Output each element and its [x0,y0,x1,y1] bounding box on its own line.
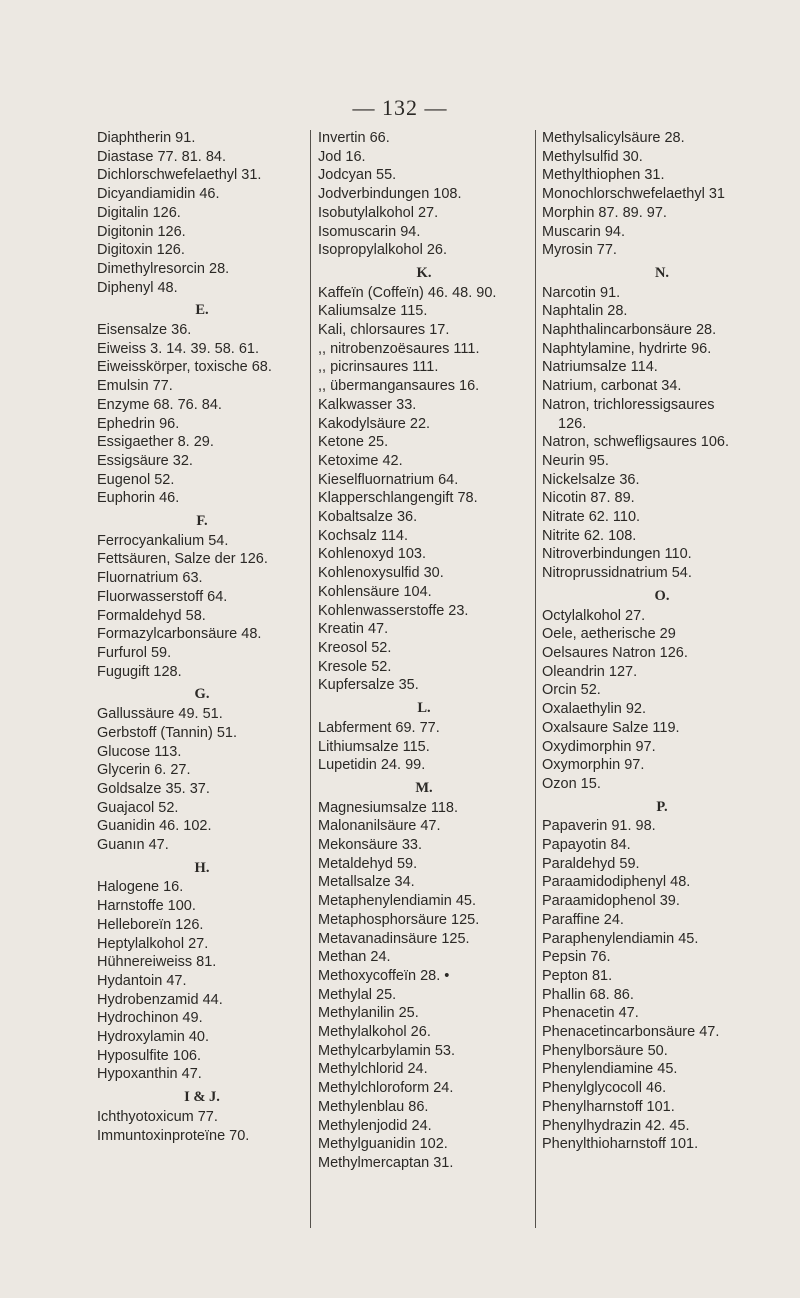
index-entry: Kakodylsäure 22. [318,415,431,432]
index-entry: Methylanilin 25. [318,1005,419,1022]
index-entry: Nitroprussidnatrium 54. [542,565,692,582]
index-entry: Invertin 66. [318,130,390,146]
index-entry: Kalkwasser 33. [318,396,417,413]
index-entry: Natron, schwefligsaures 106. [542,434,729,451]
index-entry: Glycerin 6. 27. [97,762,191,779]
index-entry: Enzyme 68. 76. 84. [97,396,222,413]
section-letter-heading: P. [656,798,668,815]
index-entry: Metaldehyd 59. [318,855,418,872]
index-entry: Harnstoffe 100. [97,898,196,915]
index-entry: Orcin 52. [542,682,601,699]
index-entry: Paraamidodiphenyl 48. [542,874,691,891]
index-entry: Metaphenylendiamin 45. [318,893,476,910]
index-entry: Papaverin 91. 98. [542,818,656,835]
section-letter-heading: H. [194,859,210,876]
index-entry: Oxydimorphin 97. [542,738,656,755]
index-entry: Naphtylamine, hydrirte 96. [542,340,712,357]
index-entry: Monochlorschwefelaethyl 31 [542,186,725,203]
index-entry: ,, nitrobenzoësaures 111. [318,340,480,357]
index-entry: Halogene 16. [97,879,184,896]
index-entry: Natrium, carbonat 34. [542,378,682,395]
index-entry: Kreosol 52. [318,639,392,656]
index-entry: Myrosin 77. [542,242,617,259]
index-entry: Lithiumsalze 115. [318,738,430,755]
index-entry: Methylchlorid 24. [318,1061,428,1078]
index-column-1 [97,129,307,1145]
index-entry: Papayotin 84. [542,837,631,854]
index-entry: Naphtalin 28. [542,303,628,320]
index-entry: Gallussäure 49. 51. [97,706,223,723]
index-entry: Fugugift 128. [97,663,182,680]
index-entry: Magnesiumsalze 118. [318,799,458,816]
index-entry: Immuntoxinproteïne 70. [97,1127,250,1144]
index-entry: Nitrite 62. 108. [542,527,637,544]
index-entry: Methylal 25. [318,986,397,1003]
index-entry: Formazylcarbonsäure 48. [97,626,262,643]
index-entry: Narcotin 91. [542,284,621,301]
index-entry: Digitalin 126. [97,204,181,221]
index-entry: Digitonin 126. [97,223,186,240]
index-entry: Furfurol 59. [97,644,172,661]
column-divider-2 [535,130,536,1228]
section-letter-heading: G. [194,686,210,703]
index-entry: Lupetidin 24. 99. [318,757,426,774]
index-entry: Hypoxanthin 47. [97,1066,202,1083]
index-entry: Oleandrin 127. [542,663,638,680]
index-entry: Kohlenoxysulfid 30. [318,565,444,582]
index-entry: Kreatin 47. [318,621,389,638]
section-letter-heading: E. [195,302,209,319]
index-entry: Natron, trichloressigsaures [542,396,715,413]
column-divider-1 [310,130,311,1228]
index-entry: Digitoxin 126. [97,242,185,259]
index-entry: Phenacetincarbonsäure 47. [542,1024,720,1041]
index-entry: Glucose 113. [97,743,182,760]
index-entry: Mekonsäure 33. [318,837,422,854]
index-entry: Eisensalze 36. [97,322,192,339]
index-entry: Nitrate 62. 110. [542,509,641,526]
index-entry: Ozon 15. [542,775,601,792]
index-entry: Methylalkohol 26. [318,1024,431,1041]
index-entry: Jodcyan 55. [318,167,397,184]
index-entry: Hydrobenzamid 44. [97,991,223,1008]
index-entry: Kohlenwasserstoffe 23. [318,602,469,619]
index-entry: Diaphtherin 91. [97,130,196,146]
index-entry: Ephedrin 96. [97,415,180,432]
index-entry: Kresole 52. [318,658,392,675]
section-letter-heading: F. [196,513,208,530]
index-entry: Paraffine 24. [542,911,624,928]
index-entry: Kaliumsalze 115. [318,303,428,320]
index-entry: ,, picrinsaures 111. [318,359,439,376]
index-entry: Euphorin 46. [97,490,180,507]
index-entry: Phenylglycocoll 46. [542,1080,667,1097]
index-entry: Heptylalkohol 27. [97,935,209,952]
index-entry: Kohlenoxyd 103. [318,546,427,563]
index-entry: Methylcarbylamin 53. [318,1042,455,1059]
index-entry: Dichlorschwefelaethyl 31. [97,167,262,184]
index-entry: Paraamidophenol 39. [542,893,680,910]
index-entry: Jod 16. [318,148,366,165]
index-entry: Goldsalze 35. 37. [97,780,210,797]
index-entry: Naphthalincarbonsäure 28. [542,322,717,339]
index-entry: Pepton 81. [542,967,613,984]
index-entry: Hydantoin 47. [97,972,187,989]
index-entry: Phenylborsäure 50. [542,1042,668,1059]
index-entry: Paraldehyd 59. [542,855,640,872]
index-entry: Kobaltsalze 36. [318,509,418,526]
index-entry: Oxymorphin 97. [542,757,645,774]
index-entry: Hyposulfite 106. [97,1047,201,1064]
index-entry: Isobutylalkohol 27. [318,204,439,221]
index-entry: Metaphosphorsäure 125. [318,911,480,928]
index-column-2 [318,129,530,1173]
index-entry: Natriumsalze 114. [542,359,658,376]
index-entry: Jodverbindungen 108. [318,186,462,203]
index-entry: Methylthiophen 31. [542,167,665,184]
page-number: — 132 — [352,95,448,120]
index-entry: Dimethylresorcin 28. [97,260,230,277]
index-entry: Muscarin 94. [542,223,626,240]
index-entry: Essigaether 8. 29. [97,434,214,451]
index-entry: Kupfersalze 35. [318,677,419,694]
index-entry: Methylmercaptan 31. [318,1154,454,1171]
index-entry: Eiweiss 3. 14. 39. 58. 61. [97,340,260,357]
index-entry: Ketone 25. [318,434,389,451]
index-entry: Ferrocyankalium 54. [97,532,229,549]
index-entry: Nicotin 87. 89. [542,490,635,507]
index-entry: Kali, chlorsaures 17. [318,322,450,339]
section-letter-heading: K. [416,264,432,281]
index-entry: Fettsäuren, Salze der 126. [97,551,268,568]
index-entry: Methylchloroform 24. [318,1080,454,1097]
index-entry: Isopropylalkohol 26. [318,242,447,259]
index-entry: Kohlensäure 104. [318,583,432,600]
index-entry: Methylenjodid 24. [318,1117,432,1134]
index-entry: ,, übermangansaures 16. [318,378,480,395]
index-entry: Methoxycoffeïn 28. • [318,967,450,984]
index-entry: Neurin 95. [542,452,609,469]
index-entry: Phenylendiamine 45. [542,1061,678,1078]
index-entry: Eiweisskörper, toxische 68. [97,359,272,376]
index-column-3 [542,129,782,1154]
index-entry: Fluorwasserstoff 64. [97,588,228,605]
section-letter-heading: N. [654,264,670,281]
index-entry: Oxalaethylin 92. [542,701,646,718]
index-entry: Methylguanidin 102. [318,1136,448,1153]
index-entry: Hühnereiweiss 81. [97,954,217,971]
index-entry: Morphin 87. 89. 97. [542,204,667,221]
index-entry: Diastase 77. 81. 84. [97,148,226,165]
section-letter-heading: O. [654,587,670,604]
index-entry: Formaldehyd 58. [97,607,206,624]
index-entry: Metallsalze 34. [318,874,415,891]
index-entry: Malonanilsäure 47. [318,818,441,835]
index-entry: Methylsalicylsäure 28. [542,130,685,146]
index-entry: Nitroverbindungen 110. [542,546,692,563]
index-entry: Guanidin 46. 102. [97,818,212,835]
index-entry: Oele, aetherische 29 [542,626,676,643]
index-entry: Phallin 68. 86. [542,986,634,1003]
section-letter-heading: M. [415,779,433,796]
index-entry: Guajacol 52. [97,799,179,816]
index-entry: Klapperschlangengift 78. [318,490,478,507]
index-entry: Phenylharnstoff 101. [542,1098,675,1115]
index-entry: Diphenyl 48. [97,279,178,296]
index-entry: Dicyandiamidin 46. [97,186,220,203]
index-entry: Methan 24. [318,949,391,966]
index-entry: Paraphenylendiamin 45. [542,930,699,947]
index-entry: Octylalkohol 27. [542,607,646,624]
index-entry: Gerbstoff (Tannin) 51. [97,724,237,741]
index-entry: Methylenblau 86. [318,1098,429,1115]
index-entry: Kaffeïn (Coffeïn) 46. 48. 90. [318,284,497,301]
index-entry: Helleboreïn 126. [97,916,204,933]
index-entry: Kieselfluornatrium 64. [318,471,459,488]
index-entry: Eugenol 52. [97,471,175,488]
index-entry: Fluornatrium 63. [97,570,203,587]
index-entry: Ketoxime 42. [318,452,403,469]
index-entry: Hydrochinon 49. [97,1010,203,1027]
index-entry: Pepsin 76. [542,949,611,966]
index-entry: Guanın 47. [97,837,169,854]
index-entry: Phenylthioharnstoff 101. [542,1136,699,1153]
index-entry: Methylsulfid 30. [542,148,643,165]
index-entry: Isomuscarin 94. [318,223,421,240]
index-entry: Phenacetin 47. [542,1005,639,1022]
index-entry: Nickelsalze 36. [542,471,640,488]
index-entry: Kochsalz 114. [318,527,409,544]
index-entry: Hydroxylamin 40. [97,1029,210,1046]
section-letter-heading: I & J. [184,1089,220,1106]
index-entry: Oxalsaure Salze 119. [542,719,680,736]
index-entry: Metavanadinsäure 125. [318,930,470,947]
index-entry: Oelsaures Natron 126. [542,644,688,661]
index-entry: Phenylhydrazin 42. 45. [542,1117,690,1134]
section-letter-heading: L. [417,700,431,717]
index-entry: Emulsin 77. [97,378,173,395]
index-entry: Ichthyotoxicum 77. [97,1108,218,1125]
index-entry: Labferment 69. 77. [318,719,440,736]
index-entry-continuation: 126. [558,415,587,432]
index-entry: Essigsäure 32. [97,452,193,469]
